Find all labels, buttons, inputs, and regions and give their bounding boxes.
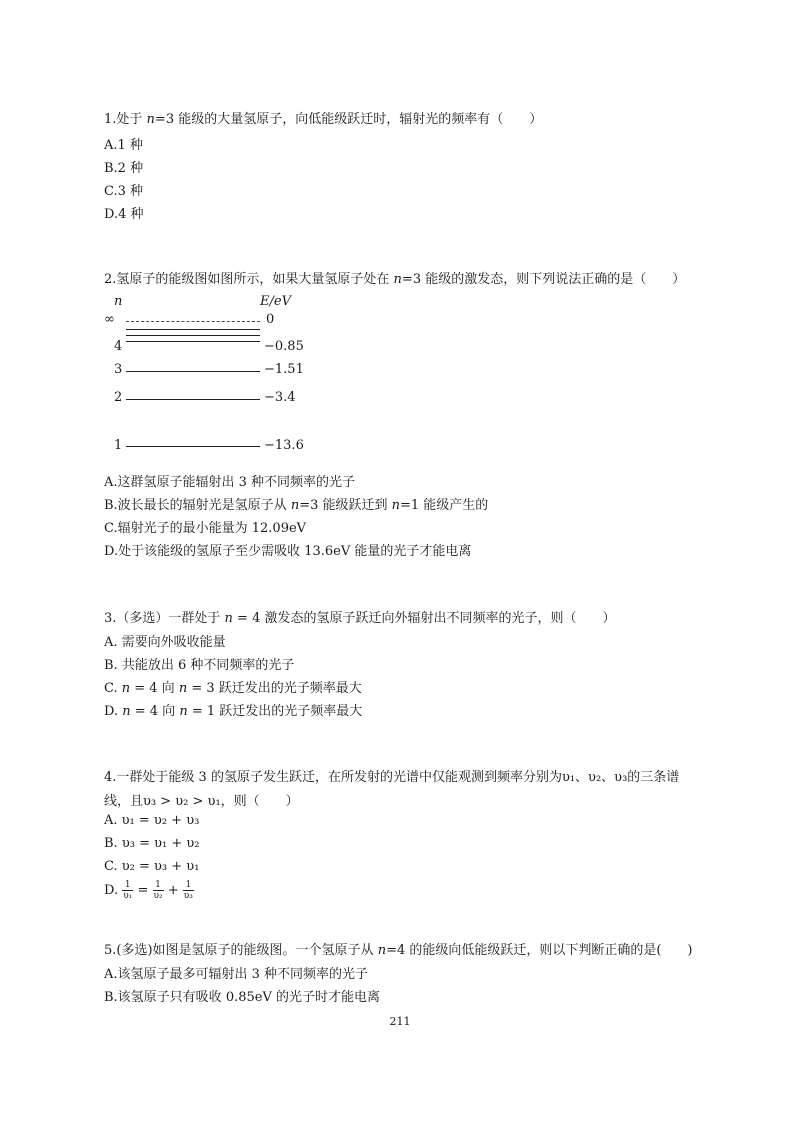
- q2-stem: [104, 268, 685, 287]
- q2-option-b-text-3: =1 能级产生的: [400, 498, 489, 513]
- q1-option-c: C.3 种: [104, 184, 144, 199]
- q5-stem: [104, 939, 693, 958]
- level-line-1: [126, 446, 260, 447]
- q4-stem-line-2: 线，且υ₃ > υ₂ > υ₁，则（ ）: [104, 794, 299, 809]
- q3-option-c-var-1: n: [121, 681, 131, 696]
- q1-option-a: A.1 种: [104, 138, 143, 153]
- q5-stem-text-b: =4 的能级向低能级跃迁，则以下判断正确的是( ): [386, 943, 693, 958]
- level-energy-2: −3.4: [264, 390, 296, 405]
- q3-option-d-text-2: = 1 跃迁发出的光子频率最大: [187, 704, 363, 719]
- q4-option-a: A. υ₁ = υ₂ + υ₃: [104, 813, 200, 828]
- level-line-4: [126, 341, 260, 342]
- q3-option-d-var-1: n: [122, 704, 131, 719]
- level-energy-4: −0.85: [264, 339, 304, 354]
- q4-option-d: [104, 880, 194, 901]
- level-label-4: 4: [114, 339, 123, 354]
- level-line-3: [126, 371, 260, 372]
- level-line-inf: [126, 321, 260, 322]
- q2-option-b: [104, 494, 488, 513]
- q3-option-c-label: C.: [104, 681, 122, 696]
- q1-option-b: B.2 种: [104, 161, 144, 176]
- q2-option-c: C.辐射光子的最小能量为 12.09eV: [104, 521, 307, 536]
- q3-stem-var: n: [224, 611, 233, 626]
- q3-stem-text-b: = 4 激发态的氢原子跃迁向外辐射出不同频率的光子，则（ ）: [232, 611, 616, 626]
- q3-option-c-text-2: = 3 跃迁发出的光子频率最大: [187, 681, 362, 696]
- q2-option-b-var-2: n: [391, 498, 401, 513]
- diagram-energy-header-text: E/eV: [260, 294, 291, 309]
- q2-option-a: A.这群氢原子能辐射出 3 种不同频率的光子: [104, 475, 356, 490]
- q2-option-d: D.处于该能级的氢原子至少需吸收 13.6eV 能量的光子才能电离: [104, 544, 472, 559]
- q3-stem: [104, 607, 615, 626]
- q4-option-b: B. υ₃ = υ₁ + υ₂: [104, 836, 200, 851]
- level-label-3: 3: [114, 362, 123, 377]
- q1-option-d: D.4 种: [104, 207, 144, 222]
- q3-option-d-label: D.: [104, 704, 123, 719]
- q2-stem-text-b: =3 能级的激发态，则下列说法正确的是（ ）: [401, 272, 686, 287]
- q3-option-d-var-2: n: [179, 704, 188, 719]
- q3-stem-text-a: 3.（多选）一群处于: [104, 611, 225, 626]
- q2-option-b-text-2: =3 能级跃迁到: [299, 498, 392, 513]
- q5-option-a: A.该氢原子最多可辐射出 3 种不同频率的光子: [104, 967, 369, 982]
- level-energy-inf: 0: [266, 312, 275, 327]
- fraction-denominator: υ₂: [153, 891, 163, 901]
- q1-stem-var: n: [146, 112, 155, 127]
- fraction-1-over-v3: [183, 880, 194, 901]
- level-label-2: 2: [114, 390, 123, 405]
- equals-sign: =: [133, 883, 153, 898]
- q2-option-b-text-1: B.波长最长的辐射光是氢原子从: [104, 498, 291, 513]
- fraction-1-over-v2: [153, 880, 164, 901]
- q5-stem-var: n: [377, 943, 387, 958]
- level-label-1: 1: [114, 438, 123, 453]
- page-number: 211: [389, 1015, 411, 1028]
- diagram-n-header: n: [114, 294, 123, 309]
- q3-option-a: A. 需要向外吸收能量: [104, 635, 226, 650]
- q3-option-c-var-2: n: [178, 681, 188, 696]
- fraction-denominator: υ₁: [123, 891, 133, 901]
- q2-option-b-var-1: n: [290, 498, 300, 513]
- q2-stem-var: n: [393, 272, 402, 287]
- q1-stem-text-a: 1.处于: [104, 112, 147, 127]
- level-line-n5: [126, 335, 260, 336]
- fraction-numerator: 1: [183, 880, 194, 891]
- level-line-n6: [126, 329, 260, 330]
- fraction-numerator: 1: [122, 880, 133, 891]
- fraction-denominator: υ₃: [183, 891, 193, 901]
- q5-stem-text-a: 5.(多选)如图是氢原子的能级图。一个氢原子从: [104, 943, 378, 958]
- q4-stem-line-1: 4.一群处于能级 3 的氢原子发生跃迁，在所发射的光谱中仅能观测到频率分别为υ₁、υ₂、υ₃的三条谱: [104, 770, 680, 785]
- q4-option-c: C. υ₂ = υ₃ + υ₁: [104, 859, 200, 874]
- q3-option-c: [104, 677, 362, 696]
- plus-sign: +: [163, 883, 183, 898]
- fraction-numerator: 1: [153, 880, 164, 891]
- q4-option-d-label: D.: [104, 883, 123, 898]
- q3-option-b: B. 共能放出 6 种不同频率的光子: [104, 658, 295, 673]
- q2-stem-text-a: 2.氢原子的能级图如图所示，如果大量氢原子处在: [104, 272, 394, 287]
- q1-stem: [104, 108, 542, 127]
- diagram-energy-header: [260, 294, 291, 309]
- level-energy-1: −13.6: [264, 438, 304, 453]
- level-label-inf: ∞: [104, 312, 115, 327]
- level-energy-3: −1.51: [264, 362, 304, 377]
- q5-option-b: B.该氢原子只有吸收 0.85eV 的光子时才能电离: [104, 990, 380, 1005]
- q3-option-d-text-1: = 4 向: [130, 704, 180, 719]
- fraction-1-over-v1: [122, 880, 133, 901]
- energy-level-diagram: [104, 294, 324, 464]
- q3-option-c-text-1: = 4 向: [130, 681, 179, 696]
- q3-option-d: [104, 700, 362, 719]
- level-line-2: [126, 399, 260, 400]
- q1-stem-text-b: =3 能级的大量氢原子，向低能级跃迁时，辐射光的频率有（ ）: [154, 112, 543, 127]
